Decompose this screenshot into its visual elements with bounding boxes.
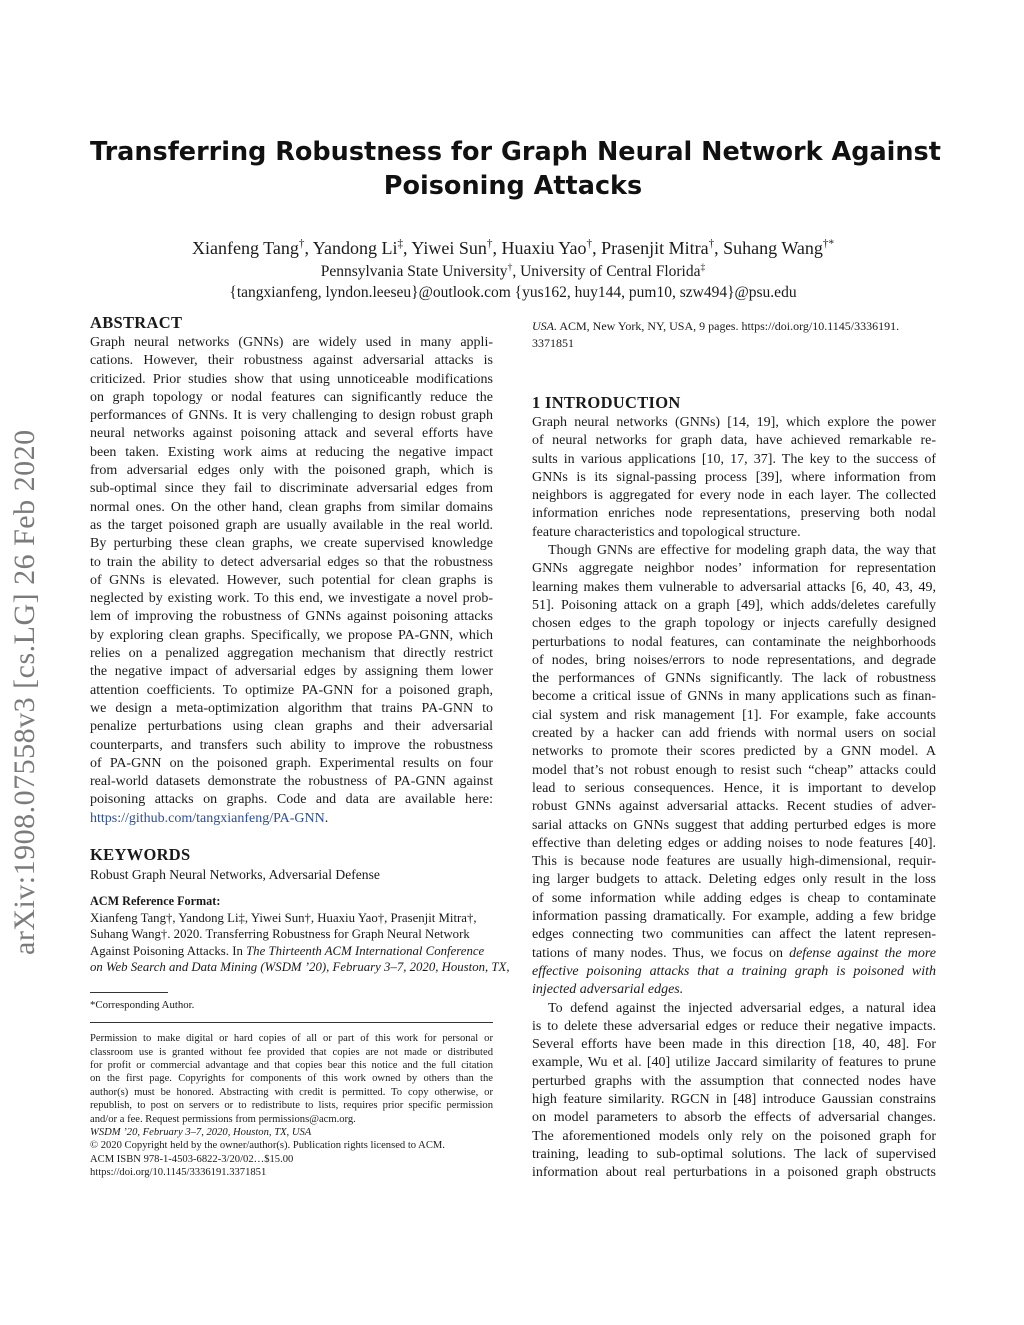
abstract-line: performances of GNNs. It is very challenging to design robust graph <box>90 408 493 424</box>
abstract-body <box>90 334 493 828</box>
footnote-rule <box>90 992 168 999</box>
abstract-line: neural networks against poisoning attack and several efforts have <box>90 426 493 442</box>
abstract-line: the negative impact of adversarial edges by assigning them lower <box>90 664 493 680</box>
intro-line: on model parameters to absorb the effects of adversarial changes. <box>532 1110 936 1126</box>
author-name: Yandong Li <box>312 238 398 258</box>
acm-reference-venue: The Thirteenth ACM International Conference <box>246 943 485 958</box>
permission-block <box>90 1032 493 1179</box>
intro-line: information passing dramatically. For example, adding a few bridge <box>532 909 936 925</box>
permission-line: Permission to make digital or hard copies of all or part of this work for personal or <box>90 1033 493 1045</box>
intro-line: injected adversarial edges. <box>532 982 684 998</box>
copyright-notice: © 2020 Copyright held by the owner/author(s). Publication rights licensed to ACM. <box>90 1140 445 1152</box>
intro-line: high feature similarity. RGCN in [48] introduce Gaussian constrains <box>532 1091 936 1107</box>
author-name: Xianfeng Tang <box>191 238 299 258</box>
abstract-line: of PA-GNN on the poisoned graph. Experimental results on four <box>90 755 493 771</box>
left-column <box>90 312 510 1180</box>
arxiv-identifier: arXiv:1908.07558v3 [cs.LG] 26 Feb 2020 <box>8 429 41 955</box>
author-emails: {tangxianfeng, lyndon.leeseu}@outlook.com {yus162, huy144, pum10, szw494}@psu.edu <box>229 284 797 301</box>
permission-rule <box>90 1022 493 1032</box>
permission-line: republish, to post on servers or to redistribute to lists, requires prior specific permission <box>90 1100 493 1112</box>
intro-line: of neural networks for graph data, have achieved remarkable re- <box>532 433 936 449</box>
intro-line: perturbations to nodal features, can contaminate the neighborhoods <box>532 634 936 650</box>
acm-reference-heading: ACM Reference Format: <box>90 894 221 909</box>
acm-reference-doi-tail: 3371851 <box>532 335 574 350</box>
acm-reference-line: Suhang Wang†. 2020. Transferring Robustness for Graph Neural Network <box>90 927 470 942</box>
acm-reference-country: USA. <box>532 319 557 333</box>
abstract-line: as the target poisoned graph are usually available in the real world. <box>90 517 493 533</box>
right-column <box>532 318 936 1182</box>
intro-emphasis: defense against the more <box>789 945 936 961</box>
intro-line: effective poisoning attacks that a training graph is poisoned with <box>532 963 936 979</box>
intro-line: Several efforts have been made in this direction [18, 40, 48]. For <box>532 1037 936 1053</box>
intro-line: 51]. Poisoning attack on a graph [49], which adds/deletes carefully <box>532 597 936 613</box>
acm-reference-publisher: ACM, New York, NY, USA, 9 pages. https://doi.org/10.1145/3336191. <box>557 319 900 333</box>
intro-line: networks to promote their scores predicted by a GNN model. A <box>532 744 936 760</box>
affiliation-mark: † <box>486 238 493 250</box>
abstract-line: cations. However, their robustness against adversarial attacks is <box>90 353 493 369</box>
intro-line: neighbors is aggregated for every node in each layer. The collected <box>532 488 936 504</box>
intro-line: Graph neural networks (GNNs) [14, 19], which explore the power <box>532 415 936 430</box>
intro-line: This is because node features are usually high-dimensional, requir- <box>532 854 936 870</box>
abstract-line: neglected by existing work. To this end, we investigate a novel prob- <box>90 591 493 607</box>
abstract-line: poisoning attacks on graphs. Code and data are available here: <box>90 792 493 808</box>
isbn: ACM ISBN 978-1-4503-6822-3/20/02…$15.00 <box>90 1153 294 1165</box>
corresponding-author-footnote: *Corresponding Author. <box>90 998 195 1011</box>
intro-line: training, leading to sub-optimal solutions. The lack of supervised <box>532 1146 936 1162</box>
intro-line: of some information while adding edges is cheap to contaminate <box>532 890 936 906</box>
intro-line: perturbed graphs with the assumption that connected nodes have <box>532 1073 936 1089</box>
intro-paragraph-2 <box>532 542 936 999</box>
author-list: Xianfeng Tang†, Yandong Li‡, Yiwei Sun†, Huaxiu Yao†, Prasenjit Mitra†, Suhang Wang†* <box>191 238 835 258</box>
introduction-heading: 1 INTRODUCTION <box>532 393 681 412</box>
abstract-line: sub-optimal since they fail to discriminate adversarial edges from <box>90 481 493 497</box>
author-name: Suhang Wang <box>723 238 823 258</box>
affiliation-mark: † <box>586 238 593 250</box>
intro-line: GNNs is its signal-passing process [39], where information from <box>532 469 936 485</box>
conference-venue: WSDM ’20, February 3–7, 2020, Houston, TX, USA <box>90 1126 312 1138</box>
intro-line: example, Wu et al. [40] utilize Jaccard similarity of features to prune <box>532 1055 936 1071</box>
intro-line: information enriches node representations, preserving both nodal <box>532 506 936 522</box>
intro-line: created by a hacker can add friends with normal users on social <box>532 726 936 742</box>
affiliation-mark: ‡ <box>700 261 706 273</box>
author-name: Prasenjit Mitra <box>601 238 709 258</box>
intro-line: cial system and risk management [1]. For example, fake accounts <box>532 707 936 723</box>
acm-reference-text: Against Poisoning Attacks. In <box>90 943 247 958</box>
intro-line: information about real perturbations in a poisoned graph obstructs <box>532 1165 936 1181</box>
paper-title <box>90 135 941 203</box>
permission-line: for profit or commercial advantage and that copies bear this notice and the full citation <box>90 1059 493 1071</box>
permission-line: and/or a fee. Request permissions from permissions@acm.org. <box>90 1113 356 1125</box>
abstract-line: counterparts, and transfers such ability to improve the robustness <box>90 737 493 753</box>
intro-line: of nodes, bring noises/errors to node representations, and degrade <box>532 652 936 668</box>
permission-line: classroom use is granted without fee provided that copies are not made or distributed <box>90 1046 493 1058</box>
abstract-line: criticized. Prior studies show that using unnoticeable modifications <box>90 371 493 387</box>
author-name: Huaxiu Yao <box>501 238 587 258</box>
permission-line: author(s) must be honored. Abstracting with credit is permitted. To copy otherwise, or <box>90 1086 493 1098</box>
title-line: Transferring Robustness for Graph Neural Network Against <box>90 137 941 167</box>
abstract-line: of GNNs is elevated. However, such potential for clean graphs is <box>90 572 493 588</box>
abstract-line: penalize perturbations using clean graphs and their adversarial <box>90 719 493 735</box>
affiliation-name: Pennsylvania State University <box>320 263 508 280</box>
intro-line: model that’s not robust enough to resist such “cheap” attacks could <box>532 762 936 778</box>
intro-line: the performances of GNNs significantly. The lack of robustness <box>532 671 936 687</box>
abstract-line: from adversarial edges only with the poisoned graph, which is <box>90 463 493 479</box>
abstract-line: real-world datasets demonstrate the robustness of PA-GNN against <box>90 774 493 790</box>
doi-link[interactable]: https://doi.org/10.1145/3336191.3371851 <box>90 1167 267 1179</box>
code-repository-link[interactable]: https://github.com/tangxianfeng/PA-GNN <box>90 810 325 826</box>
intro-line: sarial attacks on GNNs suggest that adding perturbed edges is more <box>532 817 936 833</box>
intro-line: robust GNNs against adversarial attacks. Recent studies of adver- <box>532 799 936 815</box>
author-name: Yiwei Sun <box>411 238 487 258</box>
title-line: Poisoning Attacks <box>383 171 643 201</box>
acm-reference-line <box>90 943 493 960</box>
abstract-line: By perturbing these clean graphs, we create supervised knowledge <box>90 536 493 552</box>
abstract-line: attention coefficients. To optimize PA-GNN for a poisoned graph, <box>90 682 493 698</box>
intro-line: learning makes them vulnerable to adversarial attacks [6, 40, 43, 49, <box>532 579 936 595</box>
abstract-line: relies on a penalized aggregation mechanism that directly restrict <box>90 646 493 662</box>
acm-reference-line: on Web Search and Data Mining (WSDM ’20), February 3–7, 2020, Houston, TX, <box>90 960 510 975</box>
intro-paragraph-1 <box>532 414 936 542</box>
intro-line: edges connecting two communities can affect the latent represen- <box>532 927 936 943</box>
abstract-line: normal ones. On the other hand, clean graphs from similar domains <box>90 499 493 515</box>
intro-line: chosen edges to the graph topology or injects carefully designed <box>532 616 936 632</box>
intro-line: Though GNNs are effective for modeling graph data, the way that <box>548 543 936 559</box>
intro-line: sults in various applications [10, 17, 37]. The key to the success of <box>532 451 936 467</box>
affiliation-mark: †* <box>822 238 835 250</box>
abstract-line: to train the ability to detect adversarial edges so that the robustness <box>90 554 493 570</box>
intro-line: The aforementioned models only rely on the poisoned graph for <box>532 1128 936 1144</box>
permission-line: on the first page. Copyrights for components of this work owned by others than the <box>90 1073 493 1085</box>
acm-reference-line: Xianfeng Tang†, Yandong Li‡, Yiwei Sun†, Huaxiu Yao†, Prasenjit Mitra†, <box>90 910 477 925</box>
abstract-line <box>90 810 493 828</box>
affiliation-name: University of Central Florida <box>520 263 701 280</box>
abstract-line: by exploring clean graphs. Specifically, we propose PA-GNN, which <box>90 627 493 643</box>
affiliation-mark: † <box>708 238 715 250</box>
abstract-line: Graph neural networks (GNNs) are widely used in many appli- <box>90 335 493 350</box>
intro-line: become a critical issue of GNNs in many applications such as finan- <box>532 689 936 705</box>
intro-line: lead to serious consequences. Hence, it is important to develop <box>532 780 936 796</box>
abstract-line: we design a meta-optimization algorithm that trains PA-GNN to <box>90 700 493 716</box>
intro-line: feature characteristics and topological structure. <box>532 524 801 540</box>
affiliations: Pennsylvania State University†, University of Central Florida‡ <box>320 261 706 280</box>
link-period: . <box>324 810 329 826</box>
intro-paragraph-3 <box>532 1000 936 1183</box>
abstract-line: on graph topology or nodal features can significantly reduce the <box>90 389 493 405</box>
intro-line: GNNs aggregate neighbor nodes’ information for representation <box>532 561 936 577</box>
abstract-heading: ABSTRACT <box>90 313 183 332</box>
intro-text: tations of many nodes. Thus, we focus on <box>532 945 790 961</box>
keywords-heading: KEYWORDS <box>90 845 191 865</box>
intro-line <box>532 945 936 963</box>
affiliation-mark: † <box>507 261 513 273</box>
intro-line: ing larger budgets to attack. Deleting edges only result in the loss <box>532 872 936 888</box>
intro-line: effective than deleting edges or adding noises to node features [40]. <box>532 835 936 851</box>
affiliation-mark: ‡ <box>397 238 404 250</box>
affiliation-mark: † <box>298 238 305 250</box>
abstract-line: lem of improving the robustness of GNNs against poisoning attacks <box>90 609 493 625</box>
intro-line: To defend against the injected adversarial edges, a natural idea <box>548 1000 936 1016</box>
intro-line: is to delete these adversarial edges or reduce their negative impacts. <box>532 1018 936 1034</box>
acm-reference-continued <box>532 318 936 335</box>
keywords-text: Robust Graph Neural Networks, Adversarial Defense <box>90 867 380 883</box>
abstract-line: been taken. Existing work aims at reducing the negative impact <box>90 444 493 460</box>
